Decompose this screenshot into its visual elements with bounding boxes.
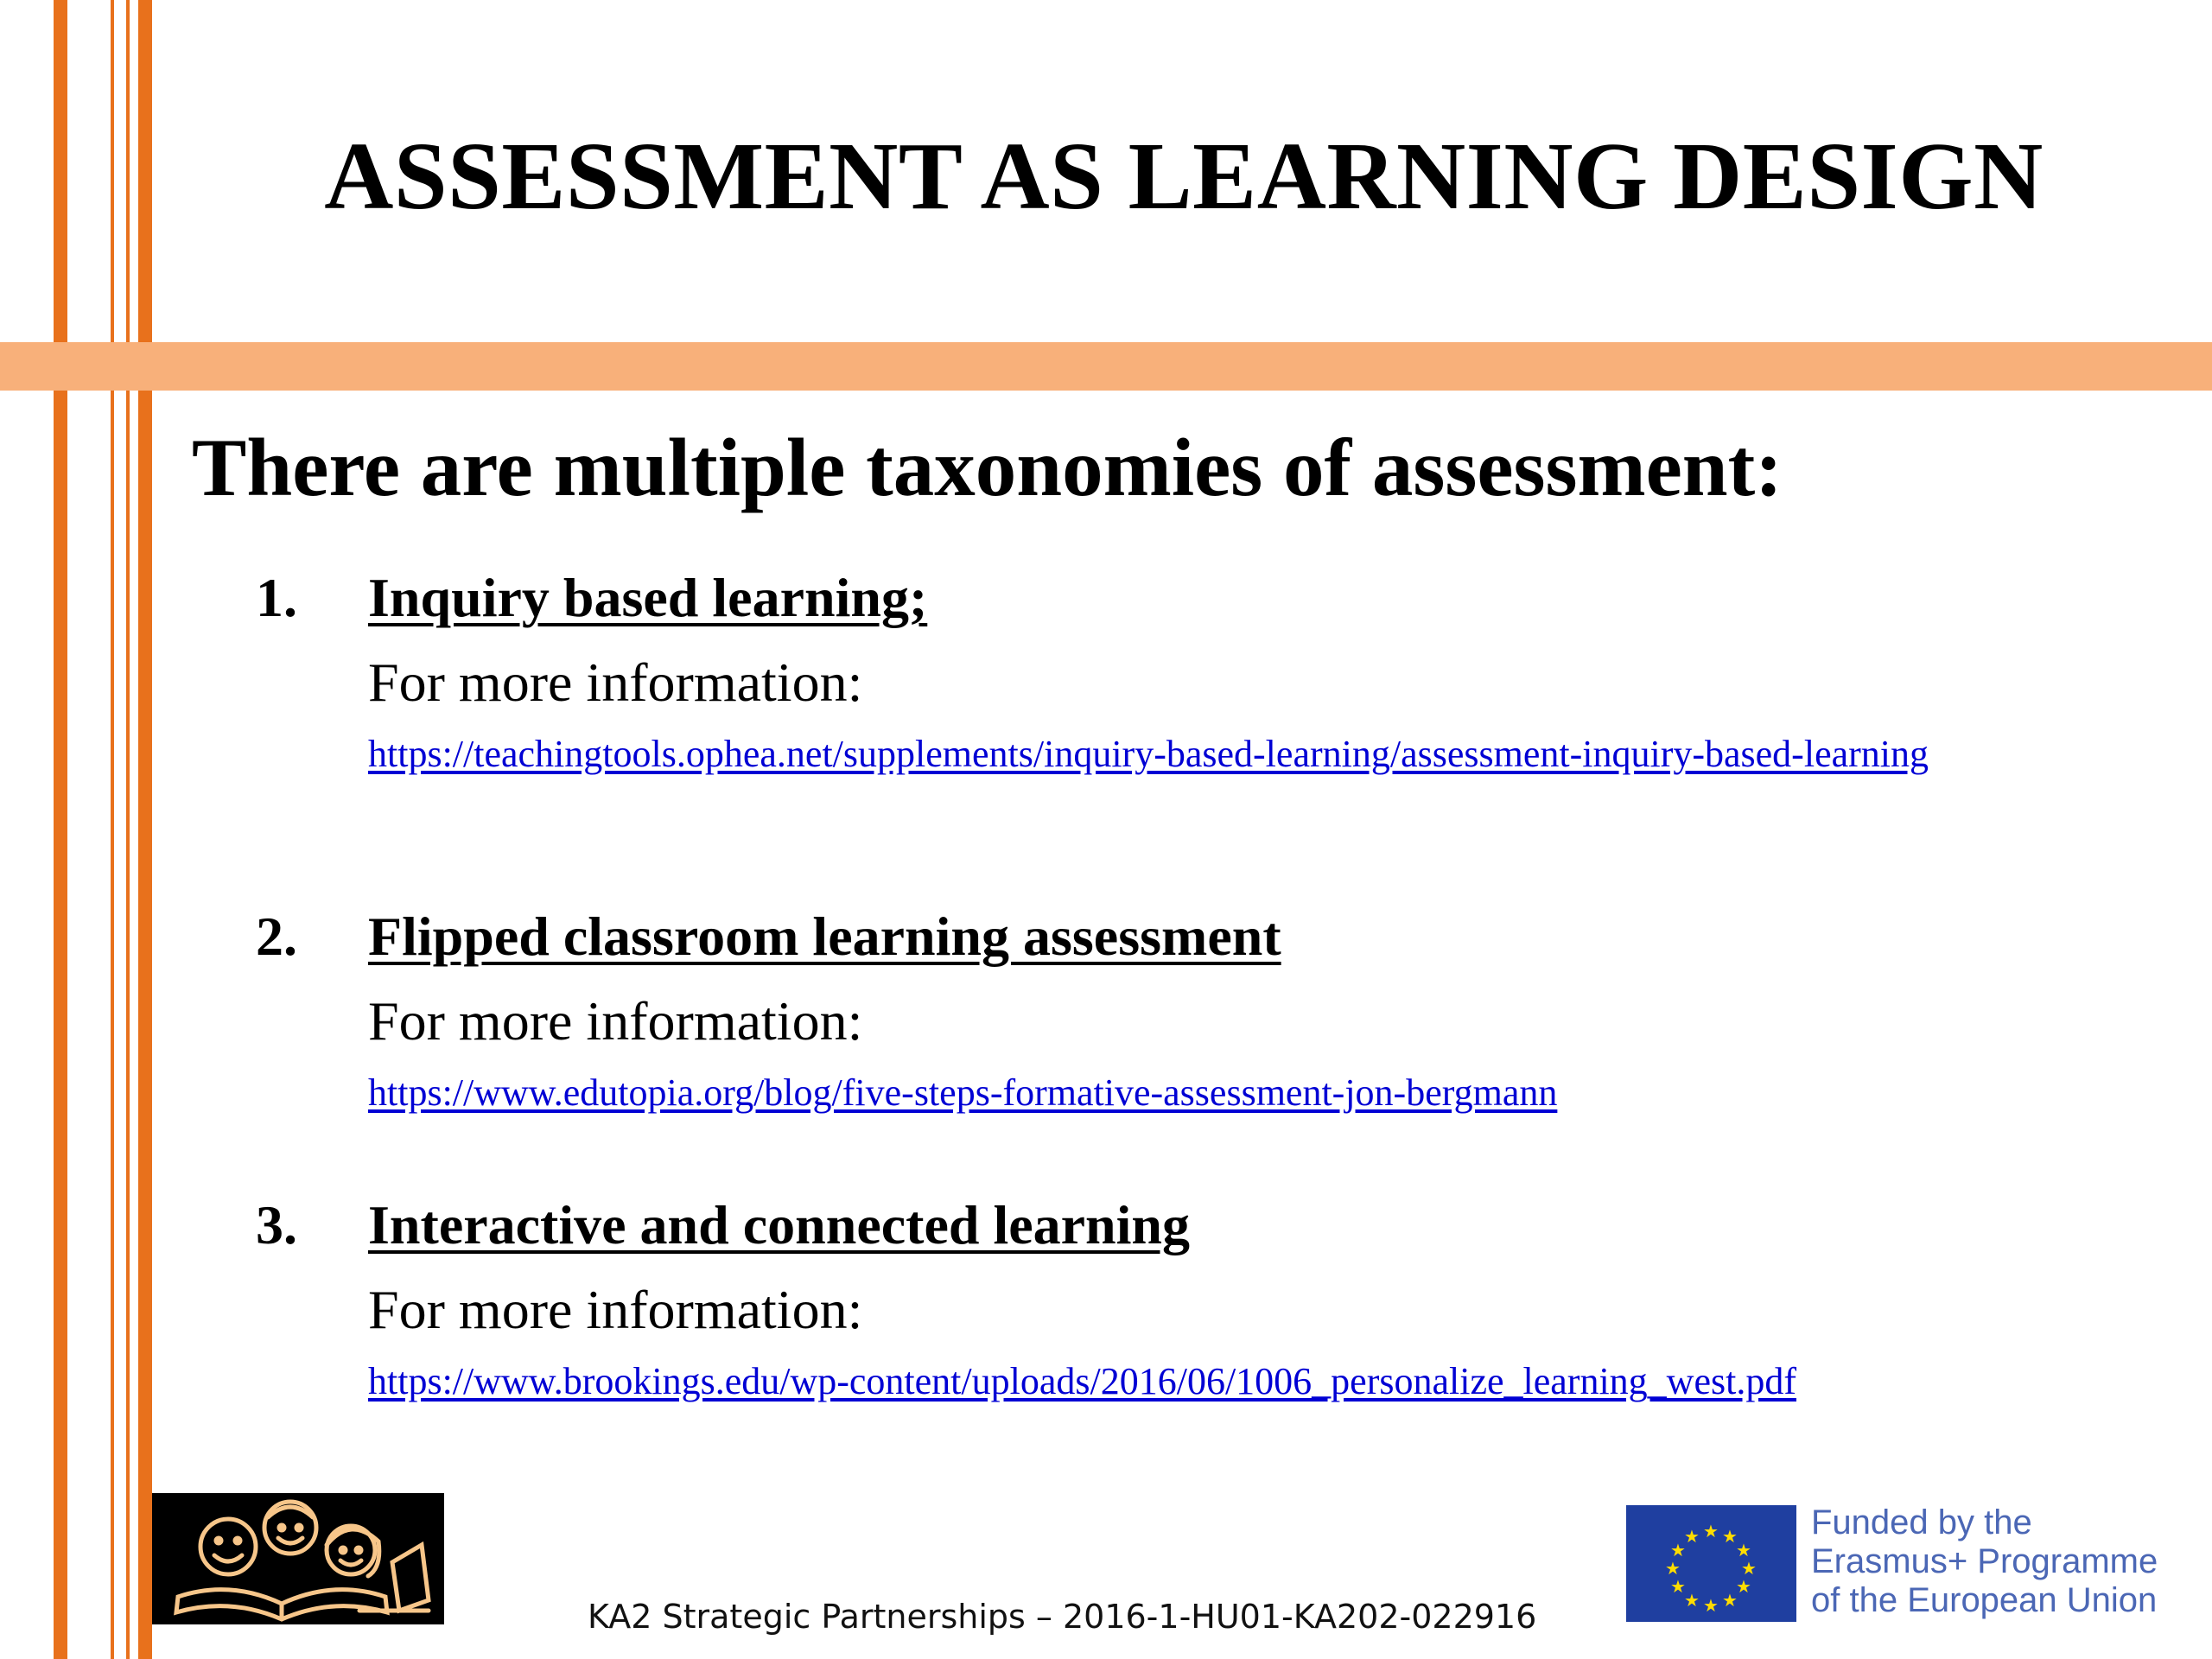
item-number: 2. [256, 906, 297, 967]
svg-text:★: ★ [1741, 1558, 1757, 1579]
item-number: 1. [256, 567, 297, 628]
left-thin-line-2 [126, 0, 130, 1659]
item-number: 3. [256, 1194, 297, 1255]
slide-title: ASSESSMENT AS LEARNING DESIGN [324, 124, 2044, 230]
info-link[interactable]: https://www.brookings.edu/wp-content/uploads/2016/06/1006_personalize_learning_west.pdf [368, 1360, 1796, 1402]
eu-funding-text [1811, 1503, 2200, 1620]
slide-subtitle: There are multiple taxonomies of assessment: [192, 422, 1783, 513]
svg-text:★: ★ [1722, 1526, 1738, 1547]
svg-text:★: ★ [1736, 1576, 1751, 1597]
svg-text:★: ★ [1684, 1590, 1700, 1611]
left-thick-line [54, 0, 67, 1659]
info-label: For more information: [368, 1279, 863, 1340]
svg-text:★: ★ [1736, 1540, 1751, 1560]
svg-text:★: ★ [1703, 1521, 1719, 1541]
svg-text:★: ★ [1670, 1576, 1686, 1597]
info-label: For more information: [368, 990, 863, 1052]
item-heading: Flipped classroom learning assessment [368, 906, 1281, 967]
svg-text:★: ★ [1670, 1540, 1686, 1560]
project-logo [152, 1493, 444, 1624]
svg-text:★: ★ [1684, 1526, 1700, 1547]
footer-text: KA2 Strategic Partnerships – 2016-1-HU01-KA202-022916 [588, 1598, 1537, 1636]
svg-text:★: ★ [1722, 1590, 1738, 1611]
item-heading: Interactive and connected learning [368, 1194, 1190, 1255]
eu-stars-icon [1626, 1505, 1796, 1622]
info-link[interactable]: https://teachingtools.ophea.net/supplements/inquiry-based-learning/assessment-inquiry-based-learning [368, 733, 1929, 775]
eu-line-1: Funded by the [1811, 1503, 2032, 1541]
faces-book-icon [152, 1493, 444, 1624]
left-thin-line-1 [111, 0, 114, 1659]
eu-line-3: of the European Union [1811, 1581, 2158, 1619]
eu-flag [1626, 1505, 1796, 1622]
svg-text:★: ★ [1703, 1595, 1719, 1616]
info-link[interactable]: https://www.edutopia.org/blog/five-steps-formative-assessment-jon-bergmann [368, 1071, 1558, 1114]
info-label: For more information: [368, 652, 863, 713]
svg-text:★: ★ [1665, 1558, 1681, 1579]
item-heading: Inquiry based learning; [368, 567, 928, 628]
eu-line-2: Erasmus+ Programme [1811, 1542, 2158, 1580]
left-thick-line-2 [138, 0, 152, 1659]
header-band [0, 342, 2212, 391]
